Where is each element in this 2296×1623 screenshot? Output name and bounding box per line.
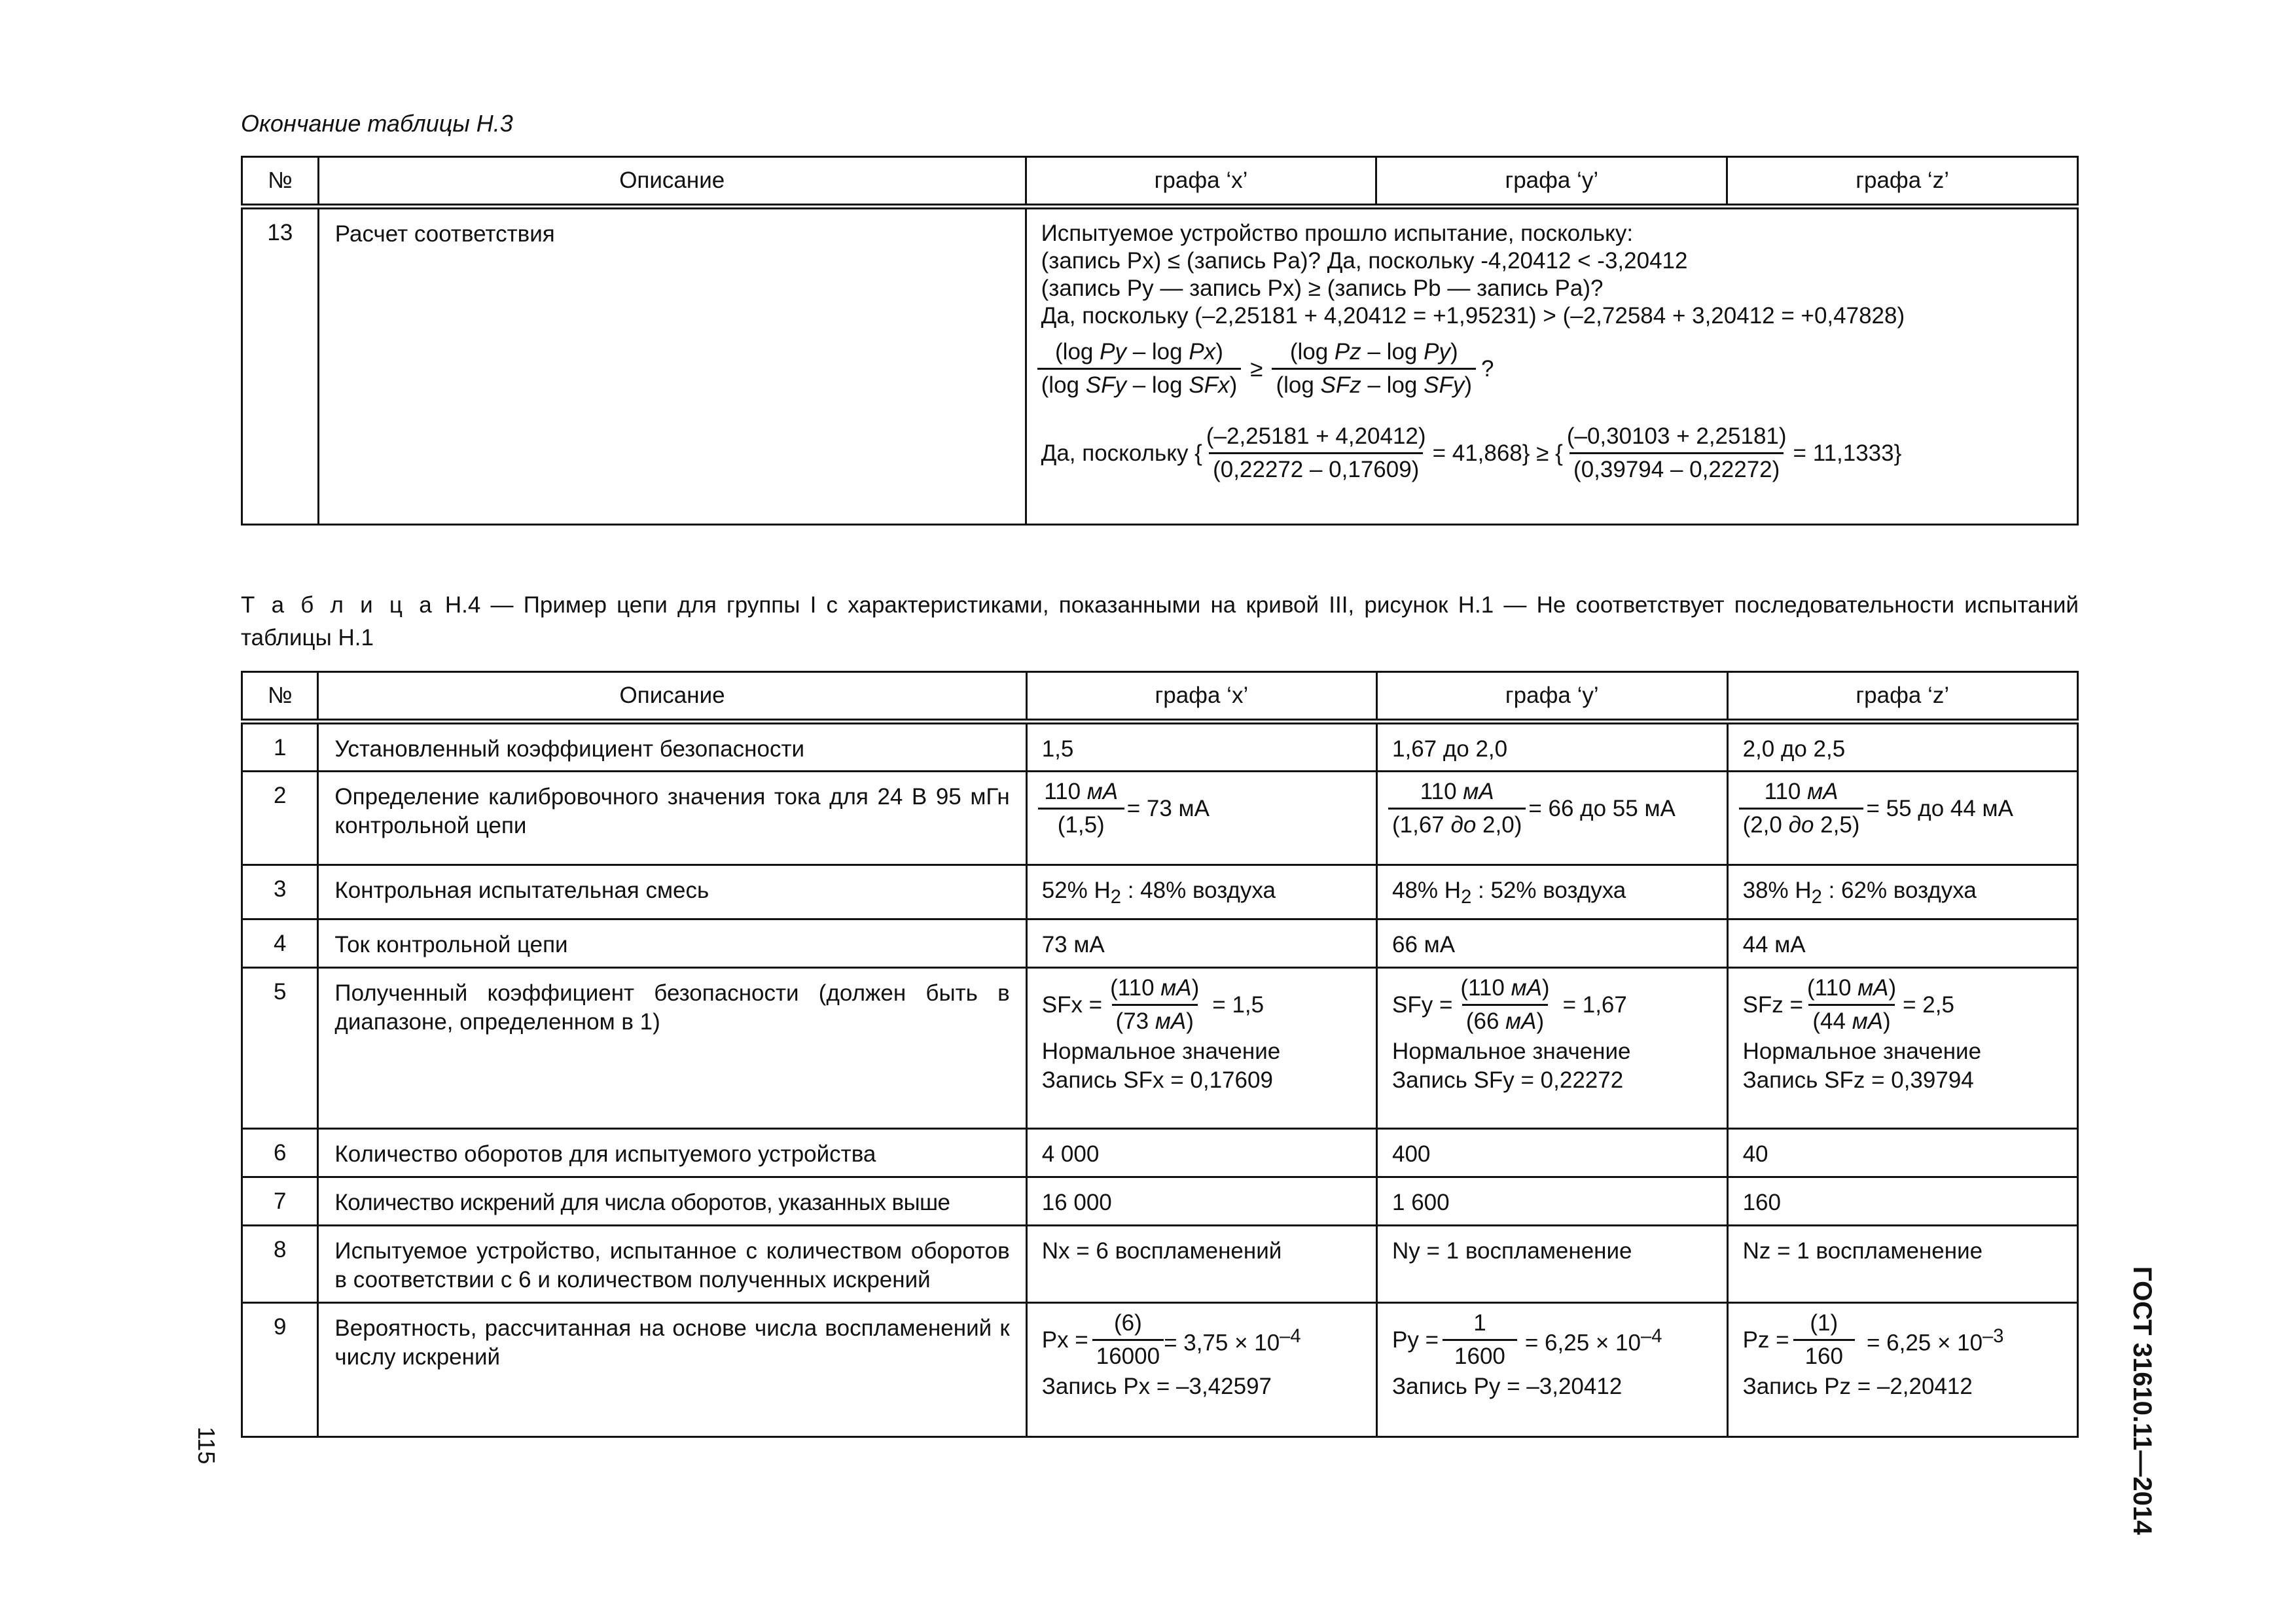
col-header-num: № (242, 672, 318, 722)
calibration-z: $\frac{110 мА}{(2,0 до 2,5)}$ = 55 до 44 мА (1727, 772, 2077, 865)
table-row-3: 3 Контрольная испытательная смесь 52% $H_2$ : 48% воздуха 48% $H_2$ : 52% воздуха 38% $H_2$ : 62% воздуха (242, 865, 2078, 919)
row-number: 13 (242, 207, 319, 525)
col-header-y: графа ‘y’ (1377, 672, 1728, 722)
table-h4-caption: Т а б л и ц а Н.4 — Пример цепи для группы I с характеристиками, показанными на кривой III, рисунок Н.1 — Не соответствует последовательности испытаний таблицы Н.1 (241, 592, 2079, 651)
table-row-13 (242, 207, 2078, 525)
calibration-y: $\frac{110 мА}{(1,67 до 2,0)}$ = 66 до 55 мА (1377, 772, 1728, 865)
col-header-z: графа ‘z’ (1727, 157, 2078, 207)
row-description: Расчет соответствия (318, 207, 1026, 525)
col-header-num: № (242, 157, 319, 207)
table-row-9: 9 Вероятность, рассчитанная на основе числа воспламенений к числу искрений Px = $\frac{(6)}{16000}$ = $3,75 \times 10^{-4}$ Запись Px = –3,42597 Py = $\frac{1}{1600}$ = $6,25 \times 10^{-4}$ Запись Py = –3,20412 Pz = $\frac{(1)}{160}$ = $6,25 \times 10^{-3}$ Запись Pz = –2,20412 (242, 1303, 2078, 1437)
probability-x: Px = $\frac{(6)}{16000}$ = $3,75 \times 10^{-4}$ Запись Px = –3,42597 (1026, 1303, 1376, 1437)
fraction-41868: $\frac{(-2,25181 + 4,20412)}{(0,22272 - 0,17609)}$ (1202, 421, 1430, 486)
table-header-row (242, 157, 2078, 207)
calibration-x: $\frac{110 мА}{(1,5)}$ = 73 мА (1026, 772, 1376, 865)
table-row-1: 1 Установленный коэффициент безопасности 1,5 1,67 до 2,0 2,0 до 2,5 (242, 722, 2078, 772)
calc-line-2: (запись Px) ≤ (запись Pa)? Да, поскольку -4,20412 < -3,20412 (1041, 248, 1688, 274)
table-h4 (241, 671, 2079, 1438)
safety-factor-x: SFx = $\frac{(110 мА)}{(73 мА)}$ = 1,5 Нормальное значение Запись SFx = 0,17609 (1026, 968, 1376, 1129)
ge-sign: ≥ (1250, 355, 1263, 382)
page-number: 115 (193, 1427, 220, 1465)
calc-line-3: (запись Py — запись Px) ≥ (запись Pb — запись Pa)? (1041, 276, 1604, 301)
standard-designation: ГОСТ 31610.11—2014 (2128, 1266, 2157, 1535)
col-header-description: Описание (318, 157, 1026, 207)
log-ratio-comparison (1041, 336, 2064, 401)
probability-y: Py = $\frac{1}{1600}$ = $6,25 \times 10^{-4}$ Запись Py = –3,20412 (1377, 1303, 1728, 1437)
table-row-2: 2 Определение калибровочного значения тока для 24 В 95 мГн контрольной цепи $\frac{110 мА}{(1,5)}$ = 73 мА $\frac{110 мА}{(1,67 до 2,0)}$ = 66 до 55 мА $\frac{110 мА}{(2,0 до 2,5)}$ = 55 до 44 мА (242, 772, 2078, 865)
table-row-7: 7 Количество искрений для числа оборотов, указанных выше 16 000 1 600 160 (242, 1177, 2078, 1226)
col-header-x: графа ‘x’ (1026, 672, 1376, 722)
probability-z: Pz = $\frac{(1)}{160}$ = $6,25 \times 10^{-3}$ Запись Pz = –2,20412 (1727, 1303, 2077, 1437)
log-ratio-xy: $\frac{\text{(log Py – log Px)}}{\text{(log SFy – log SFx)}}$ (1037, 336, 1242, 401)
question-mark: ? (1481, 355, 1494, 382)
log-ratio-yz: $\frac{\text{(log Pz – log Py)}}{\text{(log SFz – log SFy)}}$ (1272, 336, 1476, 401)
col-header-description: Описание (318, 672, 1026, 722)
safety-factor-y: SFy = $\frac{(110 мА)}{(66 мА)}$ = 1,67 Нормальное значение Запись SFy = 0,22272 (1377, 968, 1728, 1129)
table-row-4: 4 Ток контрольной цепи 73 мА 66 мА 44 мА (242, 919, 2078, 968)
fraction-111333: $\frac{(-0,30103 + 2,25181)}{(0,39794 - 0,22272)}$ (1563, 421, 1791, 486)
table-row-6: 6 Количество оборотов для испытуемого устройства 4 000 400 40 (242, 1129, 2078, 1177)
table-h3-continuation-caption: Окончание таблицы Н.3 (241, 110, 513, 137)
table-h3 (241, 156, 2079, 526)
numeric-comparison: Да, поскольку { $\frac{(-2,25181 + 4,20412)}{(0,22272 - 0,17609)}$ = 41,868} ≥ { $\frac{(-0,30103 + 2,25181)}{(0,39794 - 0,22272)}$ = 11,1333} (1041, 421, 2064, 486)
table-row-8: 8 Испытуемое устройство, испытанное с количеством оборотов в соответствии с 6 и количеством полученных искрений Nx = 6 воспламенений Ny = 1 воспламенение Nz = 1 воспламенение (242, 1226, 2078, 1303)
calc-line-4: Да, поскольку (–2,25181 + 4,20412 = +1,95231) > (–2,72584 + 3,20412 = +0,47828) (1041, 303, 1905, 329)
calc-line-1: Испытуемое устройство прошло испытание, поскольку: (1041, 221, 1634, 246)
col-header-z: графа ‘z’ (1727, 672, 2077, 722)
col-header-y: графа ‘y’ (1376, 157, 1727, 207)
conformity-calculation-cell (1026, 207, 2077, 525)
safety-factor-z: SFz = $\frac{(110 мА)}{(44 мА)}$ = 2,5 Нормальное значение Запись SFz = 0,39794 (1727, 968, 2077, 1129)
col-header-x: графа ‘x’ (1026, 157, 1376, 207)
table-header-row (242, 672, 2078, 722)
table-row-5: 5 Полученный коэффициент безопасности (должен быть в диапазоне, определенном в 1) SFx = $\frac{(110 мА)}{(73 мА)}$ = 1,5 Нормальное значение Запись SFx = 0,17609 SFy = $\frac{(110 мА)}{(66 мА)}$ = 1,67 Нормальное значение Запись SFy = 0,22272 SFz = $\frac{(110 мА)}{(44 мА)}$ = 2,5 Нормальное значение Запись SFz = 0,39794 (242, 968, 2078, 1129)
